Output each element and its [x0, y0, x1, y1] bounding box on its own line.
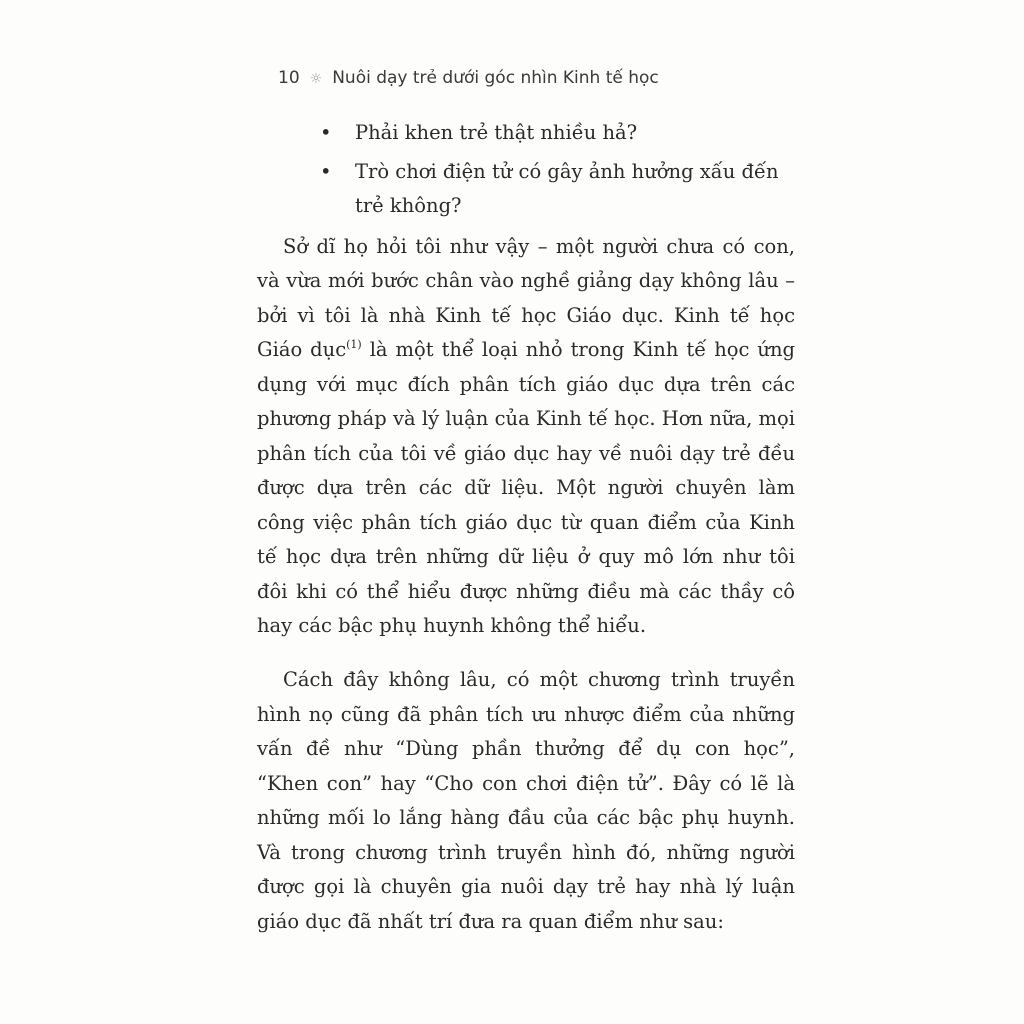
bullet-dot-icon: • — [320, 159, 332, 183]
page-number: 10 — [278, 68, 300, 88]
book-title: Nuôi dạy trẻ dưới góc nhìn Kinh tế học — [332, 68, 659, 88]
paragraph-text: Sở dĩ họ hỏi tôi như vậy – một người chưa có con, và vừa mới bước chân vào nghề giảng dạy không lâu – bởi vì tôi là nhà Kinh tế học Giáo dục. Kinh tế học Giáo dục — [257, 234, 795, 361]
paragraph: Cách đây không lâu, có một chương trình truyền hình nọ cũng đã phân tích ưu nhược điểm của những vấn đề như “Dùng phần thưởng để dụ con học”, “Khen con” hay “Cho con chơi điện tử”. Đây có lẽ là những mối lo lắng hàng đầu của các bậc phụ huynh. Và trong chương trình truyền hình đó, những người được gọi là chuyên gia nuôi dạy trẻ hay nhà lý luận giáo dục đã nhất trí đưa ra quan điểm như sau: — [257, 668, 795, 933]
bullet-text: Phải khen trẻ thật nhiều hả? — [355, 121, 638, 144]
bullet-dot-icon: • — [320, 121, 332, 144]
sun-ornament-icon: ☼ — [309, 71, 323, 87]
bullet-item — [257, 155, 795, 224]
paragraph-text: là một thể loại nhỏ trong Kinh tế học ứng dụng với mục đích phân tích giáo dục dựa trên các phương pháp và lý luận của Kinh tế học. Hơn nữa, mọi phân tích của tôi về giáo dục hay về nuôi dạy trẻ đều được dựa trên các dữ liệu. Một người chuyên làm công việc phân tích giáo dục từ quan điểm của Kinh tế học dựa trên những dữ liệu ở quy mô lớn như tôi đôi khi có thể hiểu được những điều mà các thầy cô hay các bậc phụ huynh không thể hiểu. — [257, 338, 795, 637]
paragraph — [257, 230, 795, 644]
running-header — [278, 68, 659, 88]
footnote-mark[interactable]: (1) — [346, 338, 362, 351]
bullet-text: Trò chơi điện tử có gây ảnh hưởng xấu đến trẻ không? — [355, 159, 779, 217]
page-body — [257, 116, 795, 959]
bullet-item — [257, 116, 795, 151]
